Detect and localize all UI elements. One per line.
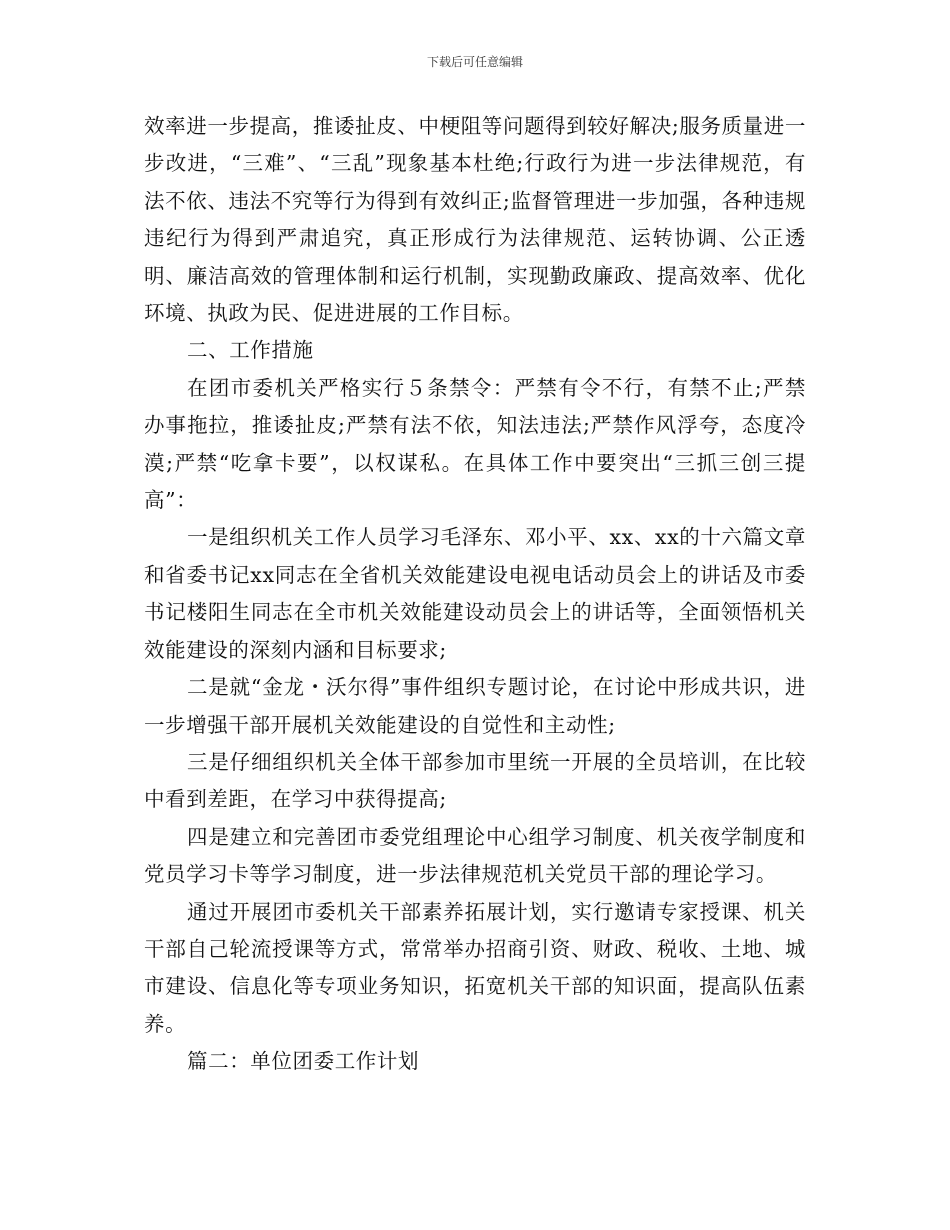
paragraph-third-measure: 三是仔细组织机关全体干部参加市里统一开展的全员培训，在比较中看到差距，在学习中获得提高; <box>144 749 806 812</box>
page-header: 下载后可任意编辑 <box>426 55 523 69</box>
paragraph-quality-plan: 通过开展团市委机关干部素养拓展计划，实行邀请专家授课、机关干部自己轮流授课等方式，常常举办招商引资、财政、税收、土地、城市建设、信息化等专项业务知识，拓宽机关干部的知识面，提高队伍素养。 <box>144 899 806 1036</box>
section-heading-part-two: 篇二：单位团委工作计划 <box>187 1049 420 1074</box>
section-heading-work-measures: 二、工作措施 <box>187 338 314 363</box>
paragraph-second-measure: 二是就“金龙・沃尔得”事件组织专题讨论，在讨论中形成共识，进一步增强干部开展机关效能建设的自觉性和主动性; <box>144 675 806 737</box>
paragraph-continuation: 效率进一步提高，推诿扯皮、中梗阻等问题得到较好解决;服务质量进一步改进，“三难”、“三乱”现象基本杜绝;行政行为进一步法律规范，有法不依、违法不究等行为得到有效纠正;监督管理进一步加强，各种违规违纪行为得到严肃追究，真正形成行为法律规范、运转协调、公正透明、廉洁高效的管理体制和运行机制，实现勤政廉政、提高效率、优化环境、执政为民、促进进展的工作目标。 <box>144 114 806 326</box>
document-body <box>144 108 806 1081</box>
paragraph-first-measure: 一是组织机关工作人员学习毛泽东、邓小平、xx、xx的十六篇文章和省委书记xx同志在全省机关效能建设电视电话动员会上的讲话及市委书记楼阳生同志在全市机关效能建设动员会上的讲话等，全面领悟机关效能建设的深刻内涵和目标要求; <box>144 525 806 662</box>
paragraph-prohibitions: 在团市委机关严格实行５条禁令：严禁有令不行，有禁不止;严禁办事拖拉，推诿扯皮;严禁有法不依，知法违法;严禁作风浮夸，态度冷漠;严禁“吃拿卡要”，以权谋私。在具体工作中要突出“三抓三创三提高”： <box>144 375 806 513</box>
paragraph-fourth-measure: 四是建立和完善团市委党组理论中心组学习制度、机关夜学制度和党员学习卡等学习制度，进一步法律规范机关党员干部的理论学习。 <box>144 824 806 887</box>
